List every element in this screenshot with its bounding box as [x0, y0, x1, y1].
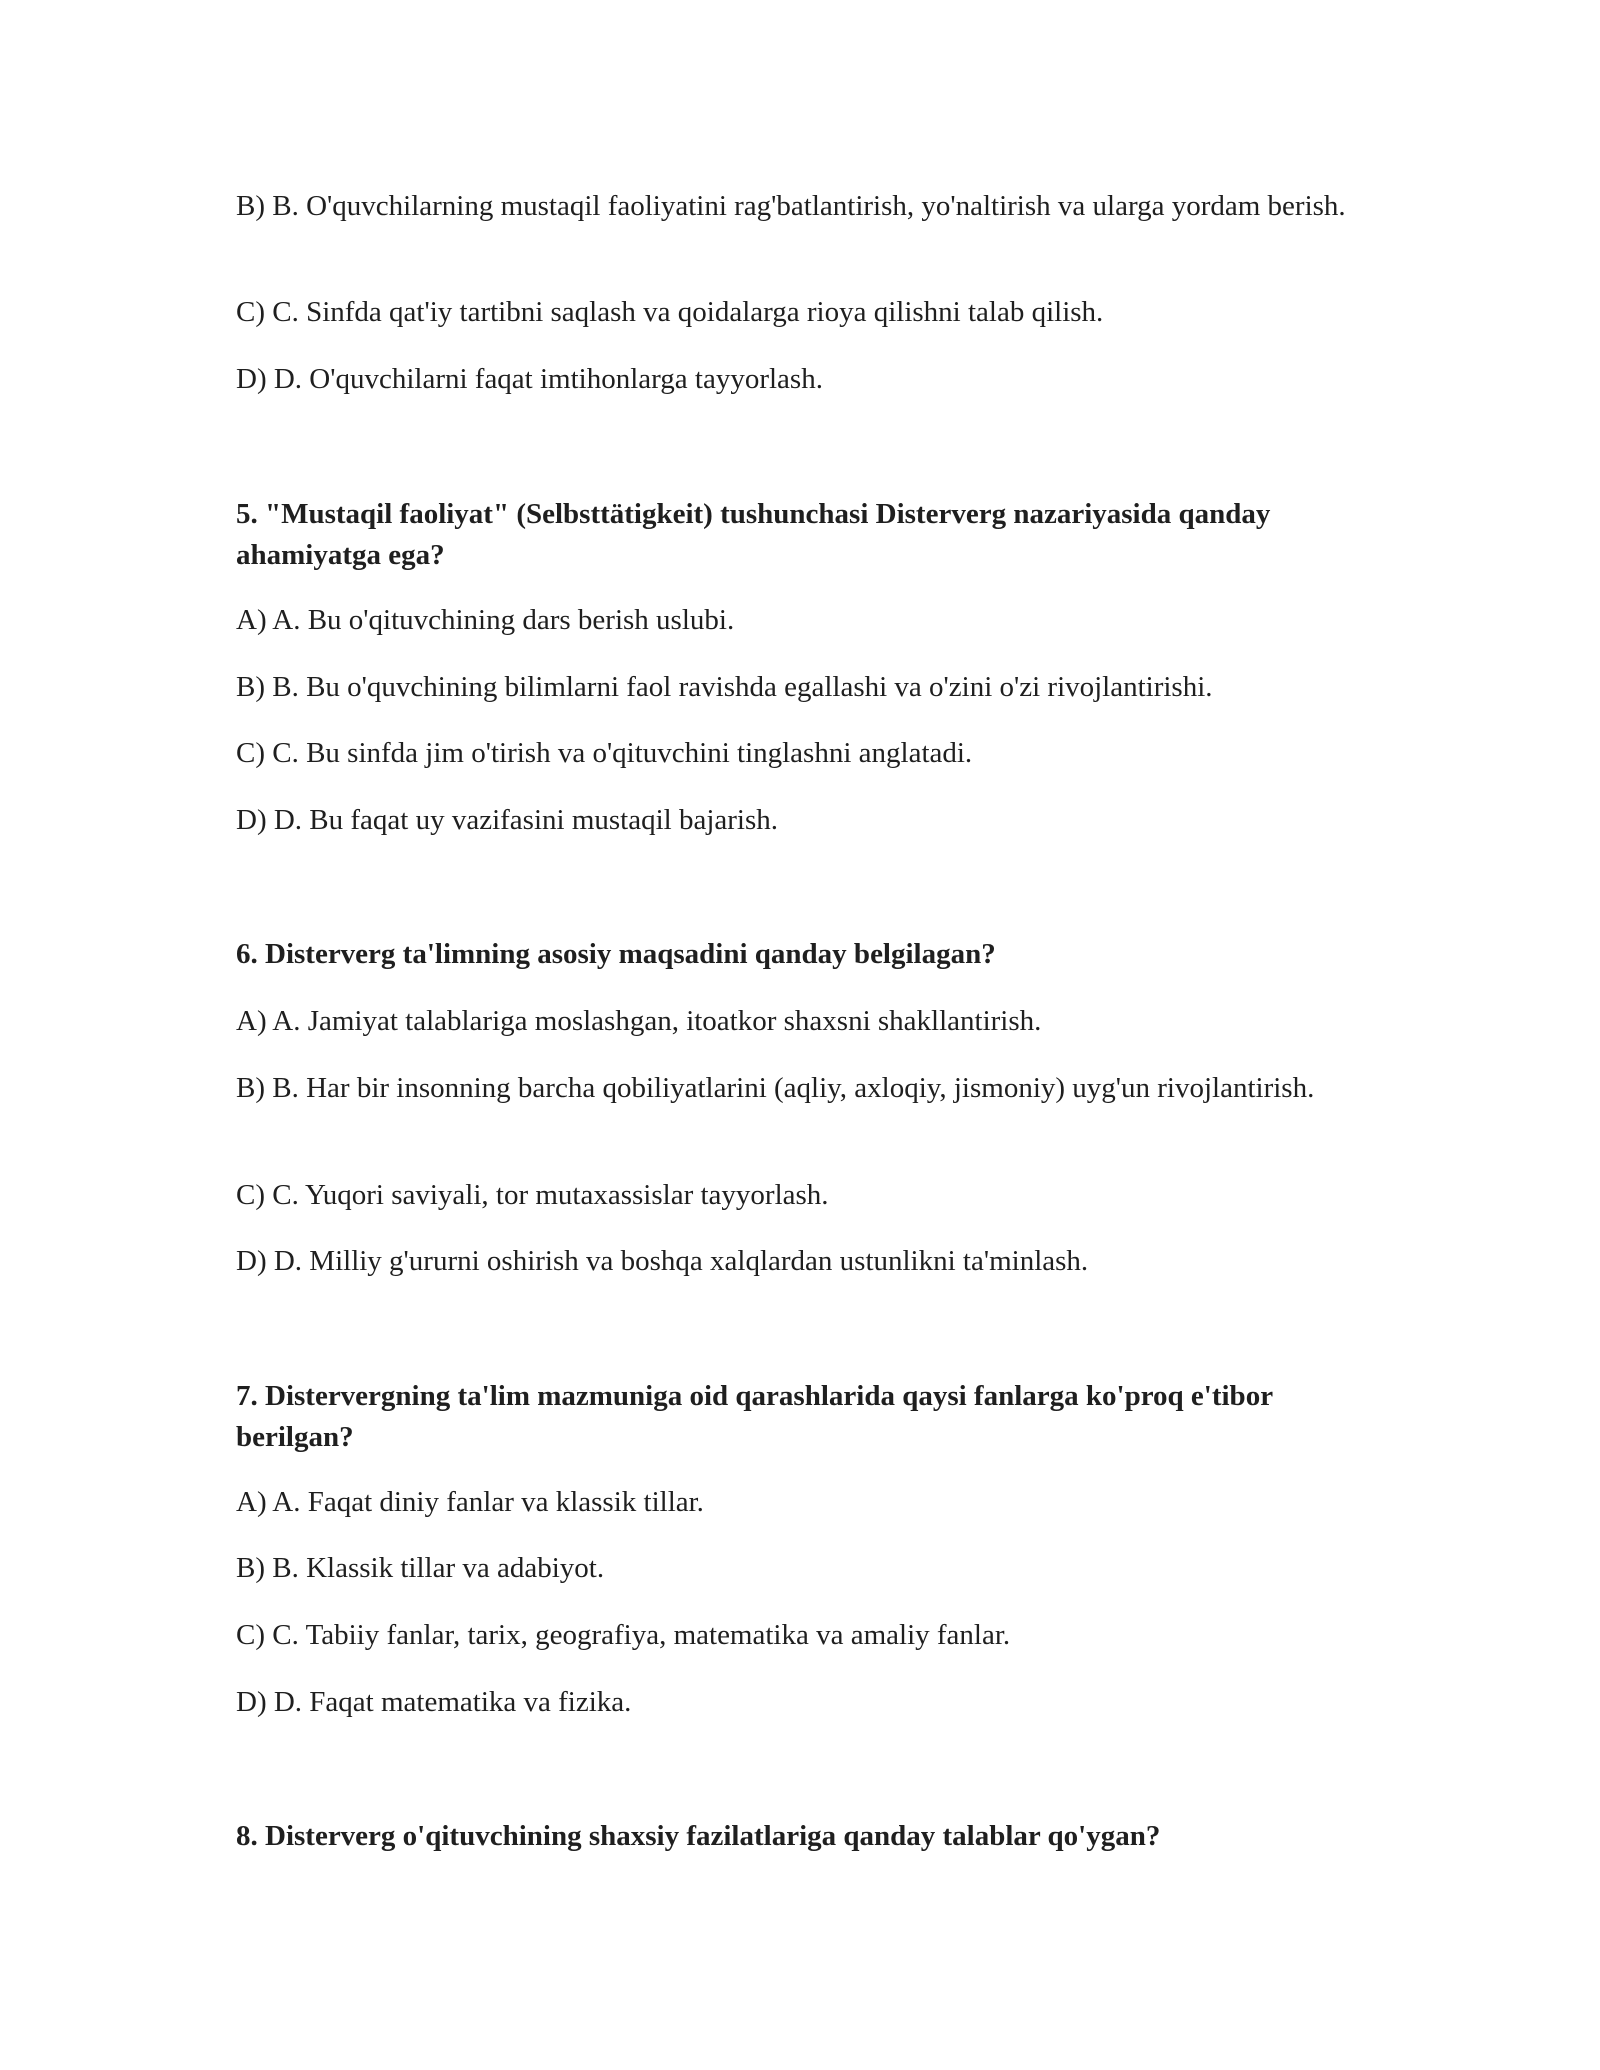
- answer-option: C) C. Tabiiy fanlar, tarix, geografiya, matematika va amaliy fanlar.: [236, 1619, 1011, 1651]
- answer-option: C) C. Yuqori saviyali, tor mutaxassislar tayyorlash.: [236, 1179, 829, 1211]
- answer-option: B) B. O'quvchilarning mustaqil faoliyatini rag'batlantirish, yo'naltirish va ularga yordam berish.: [236, 190, 1346, 222]
- answer-option: A) A. Jamiyat talablariga moslashgan, itoatkor shaxsni shakllantirish.: [236, 1005, 1042, 1037]
- answer-option: D) D. Milliy g'ururni oshirish va boshqa xalqlardan ustunlikni ta'minlash.: [236, 1245, 1089, 1277]
- answer-option: D) D. Faqat matematika va fizika.: [236, 1686, 632, 1718]
- answer-option: D) D. O'quvchilarni faqat imtihonlarga tayyorlash.: [236, 363, 823, 395]
- question-heading: 5. "Mustaqil faoliyat" (Selbsttätigkeit) tushunchasi Disterverg nazariyasida qanday ahamiyatga ega?: [236, 498, 1271, 571]
- question-heading: 6. Disterverg ta'limning asosiy maqsadini qanday belgilagan?: [236, 938, 996, 970]
- answer-option: D) D. Bu faqat uy vazifasini mustaqil bajarish.: [236, 804, 779, 836]
- answer-option: A) A. Faqat diniy fanlar va klassik tillar.: [236, 1486, 704, 1518]
- answer-option: B) B. Har bir insonning barcha qobiliyatlarini (aqliy, axloqiy, jismoniy) uyg'un rivojlantirish.: [236, 1072, 1315, 1104]
- answer-option: B) B. Klassik tillar va adabiyot.: [236, 1552, 605, 1584]
- question-heading: 7. Distervergning ta'lim mazmuniga oid qarashlarida qaysi fanlarga ko'proq e'tibor berilgan?: [236, 1380, 1273, 1453]
- question-heading: 8. Disterverg o'qituvchining shaxsiy fazilatlariga qanday talablar qo'ygan?: [236, 1820, 1161, 1852]
- answer-option: C) C. Sinfda qat'iy tartibni saqlash va qoidalarga rioya qilishni talab qilish.: [236, 296, 1104, 328]
- answer-option: A) A. Bu o'qituvchining dars berish uslubi.: [236, 604, 735, 636]
- answer-option: C) C. Bu sinfda jim o'tirish va o'qituvchini tinglashni anglatadi.: [236, 737, 973, 769]
- answer-option: B) B. Bu o'quvchining bilimlarni faol ravishda egallashi va o'zini o'zi rivojlantirishi.: [236, 671, 1213, 703]
